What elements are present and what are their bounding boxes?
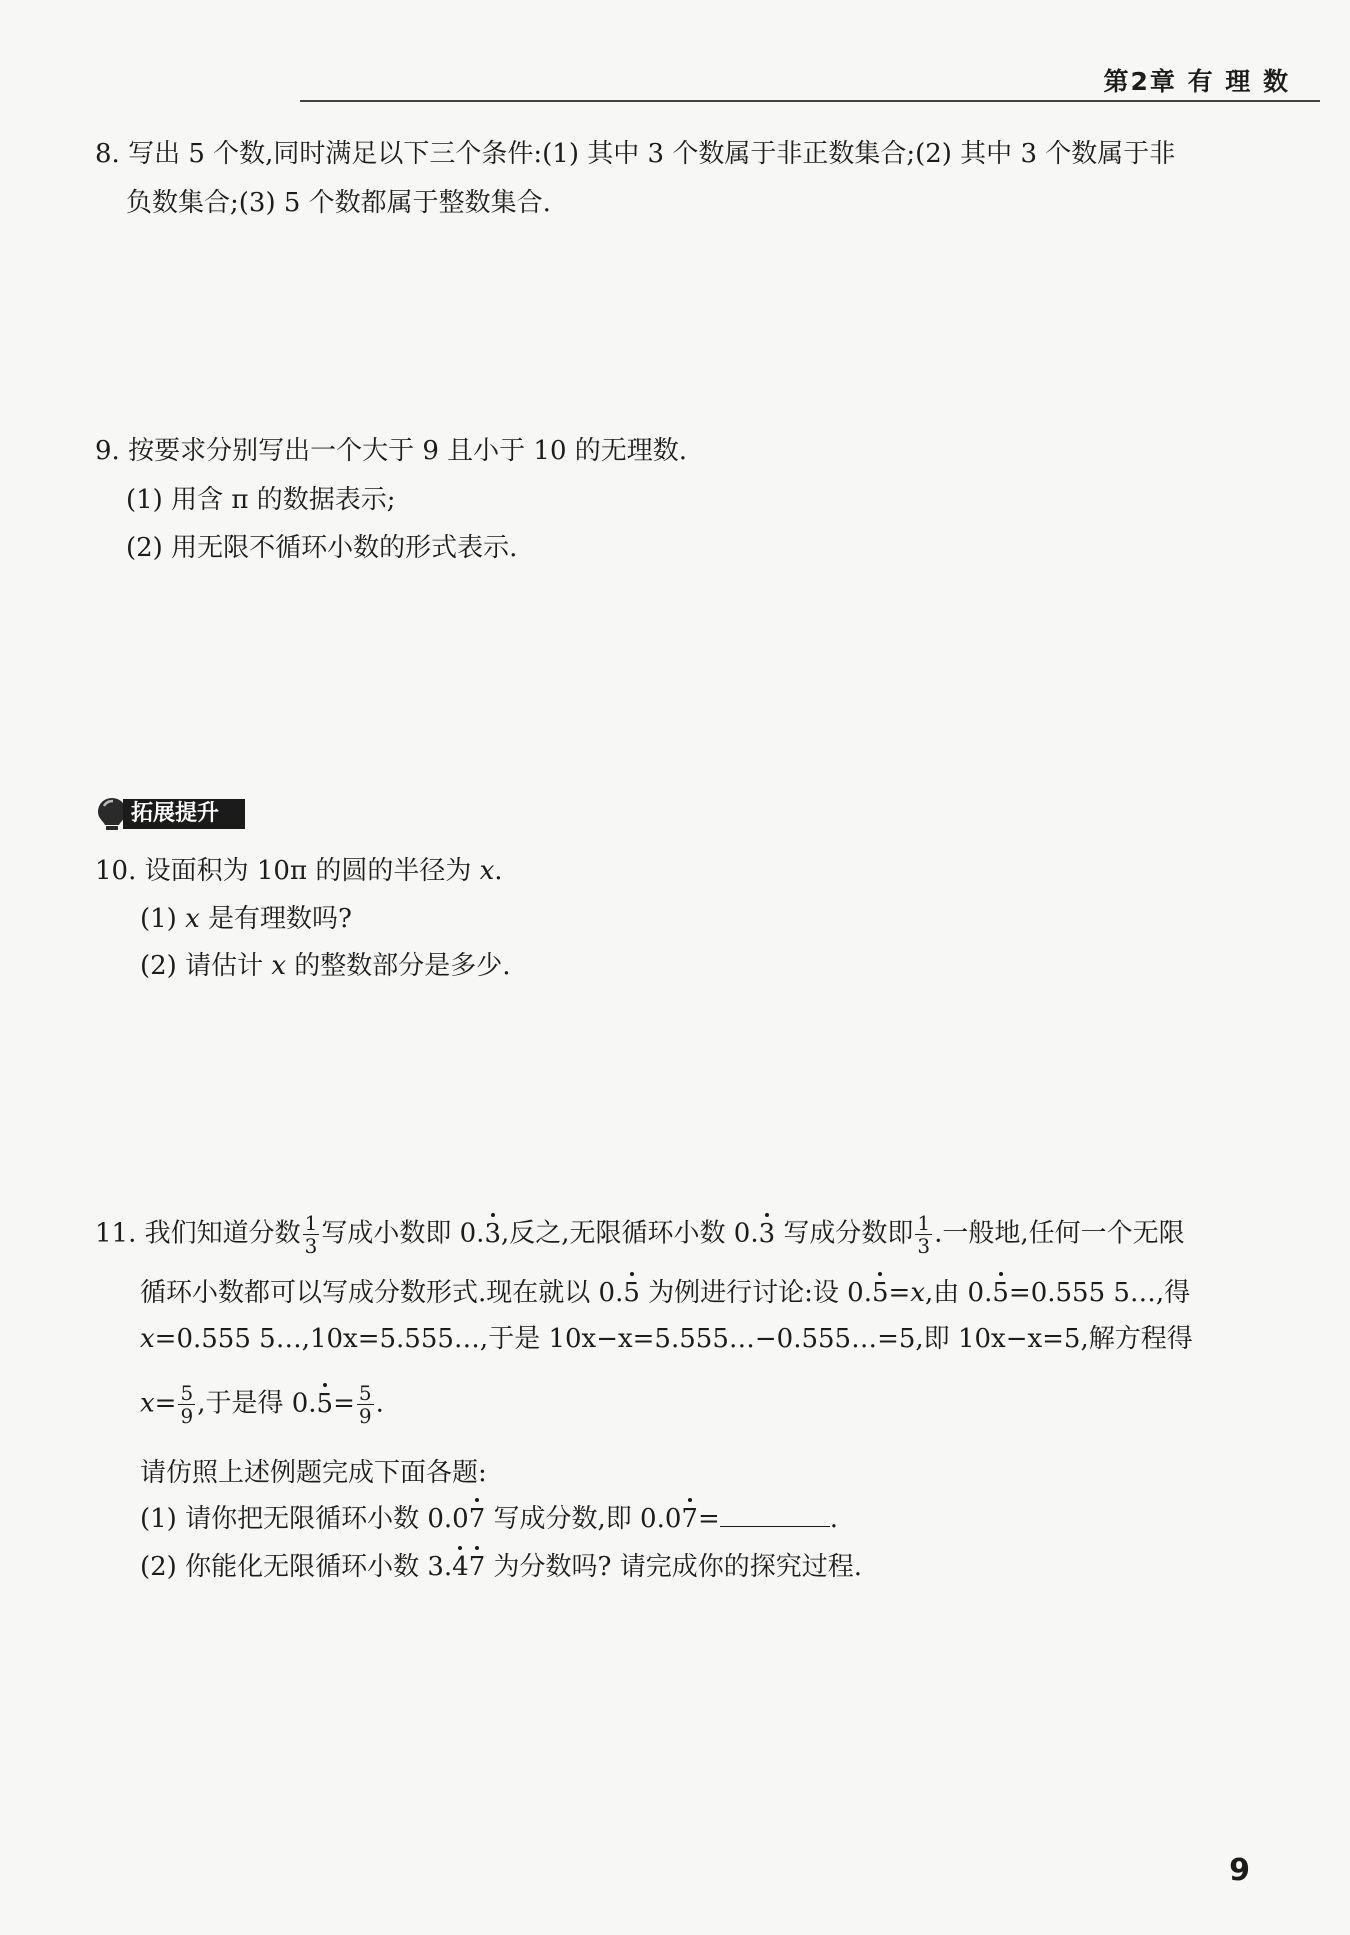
repeating-digit: 5 <box>872 1278 889 1308</box>
q11-p2-a: (2) 你能化无限循环小数 3. <box>140 1552 453 1582</box>
repeating-digit: 3 <box>758 1218 776 1249</box>
frac-den: 9 <box>358 1404 372 1428</box>
page-number: 9 <box>1229 1853 1250 1888</box>
q9-stem: 9. 按要求分别写出一个大于 9 且小于 10 的无理数. <box>95 436 688 466</box>
q11-line3 <box>140 1324 1193 1354</box>
chapter-header: 第2章 有 理 数 <box>1103 67 1290 96</box>
q10-p1-var: x <box>185 904 200 934</box>
q11-l4-c: = <box>333 1388 355 1419</box>
q11-p1-a: (1) 请你把无限循环小数 0.0 <box>140 1504 469 1534</box>
q9-part2: (2) 用无限不循环小数的形式表示. <box>126 533 518 563</box>
answer-blank[interactable] <box>720 1504 830 1527</box>
frac-den: 3 <box>917 1234 931 1258</box>
q11-l4-b: ,于是得 0. <box>197 1388 317 1419</box>
frac-num: 5 <box>180 1381 194 1405</box>
q10-stem-end: . <box>494 856 503 886</box>
q8-line2: 负数集合;(3) 5 个数都属于整数集合. <box>126 188 551 218</box>
q9-part1: (1) 用含 π 的数据表示; <box>126 485 396 515</box>
q10-p2-label: (2) 请估计 <box>140 951 272 981</box>
q8-line1: 8. 写出 5 个数,同时满足以下三个条件:(1) 其中 3 个数属于非正数集合;(2) 其中 3 个数属于非 <box>95 139 1176 169</box>
frac-den: 3 <box>304 1234 318 1258</box>
frac-num: 5 <box>358 1381 372 1405</box>
repeating-digit: 4 <box>452 1552 469 1582</box>
frac-num: 1 <box>304 1211 318 1235</box>
q11-l1-e: .一般地,任何一个无限 <box>934 1218 1185 1249</box>
fraction-five-ninths <box>357 1382 374 1427</box>
q11-l2-d: ,由 0. <box>925 1278 993 1308</box>
section-badge <box>95 796 255 832</box>
q11-line4 <box>140 1382 384 1427</box>
repeating-digit: 7 <box>681 1504 698 1534</box>
q11-intro: 请仿照上述例题完成下面各题: <box>140 1458 487 1488</box>
q10-p2-text: 的整数部分是多少. <box>286 951 511 981</box>
q11-part1 <box>140 1504 838 1534</box>
section-title: 拓展提升 <box>123 799 245 829</box>
q11-p1-b: 写成分数,即 0.0 <box>485 1504 682 1534</box>
q11-line1 <box>95 1212 1185 1257</box>
repeating-digit: 5 <box>623 1278 640 1308</box>
q10-part1 <box>140 904 352 934</box>
q11-l2-b: 为例进行讨论:设 0. <box>639 1278 872 1308</box>
q11-l1-b: 写成小数即 0. <box>321 1218 485 1249</box>
q11-l1-a: 11. 我们知道分数 <box>95 1218 301 1249</box>
q11-var: x <box>910 1278 926 1308</box>
repeating-digit: 7 <box>468 1552 486 1582</box>
fraction-one-third <box>303 1212 320 1257</box>
q10-part2 <box>140 951 511 981</box>
q11-part2 <box>140 1552 862 1582</box>
repeating-digit: 5 <box>316 1388 334 1419</box>
repeating-digit: 3 <box>484 1218 501 1249</box>
q11-var: x <box>140 1388 155 1419</box>
q11-l3: =0.555 5…,10x=5.555…,于是 10x−x=5.555…−0.555…=5,即 10x−x=5,解方程得 <box>154 1324 1193 1354</box>
q10-stem <box>95 856 503 886</box>
q10-var: x <box>479 856 495 886</box>
q11-var: x <box>140 1324 155 1354</box>
q11-p1-d: . <box>829 1504 839 1534</box>
frac-num: 1 <box>917 1211 931 1235</box>
repeating-digit: 7 <box>468 1504 486 1534</box>
q11-l4-a: = <box>154 1388 177 1419</box>
q10-p1-text: 是有理数吗? <box>199 904 352 934</box>
q11-l4-d: . <box>375 1388 384 1419</box>
q10-p2-var: x <box>271 951 287 981</box>
q10-p1-label: (1) <box>140 904 186 934</box>
q11-l2-e: =0.555 5…,得 <box>1008 1278 1191 1308</box>
q11-p2-b: 为分数吗? 请完成你的探究过程. <box>485 1552 862 1582</box>
q11-l2-a: 循环小数都可以写成分数形式.现在就以 0. <box>140 1278 624 1308</box>
repeating-digit: 5 <box>992 1278 1009 1308</box>
fraction-five-ninths <box>178 1382 195 1427</box>
q11-l2-c: = <box>888 1278 911 1308</box>
header-rule <box>300 100 1320 102</box>
frac-den: 9 <box>180 1404 194 1428</box>
q11-line2 <box>140 1278 1190 1308</box>
q10-stem-text: 10. 设面积为 10π 的圆的半径为 <box>95 856 480 886</box>
q11-p1-c: = <box>697 1504 720 1534</box>
q11-l1-d: 写成分数即 <box>775 1218 914 1249</box>
fraction-one-third <box>915 1212 932 1257</box>
q11-l1-c: ,反之,无限循环小数 0. <box>500 1218 759 1249</box>
